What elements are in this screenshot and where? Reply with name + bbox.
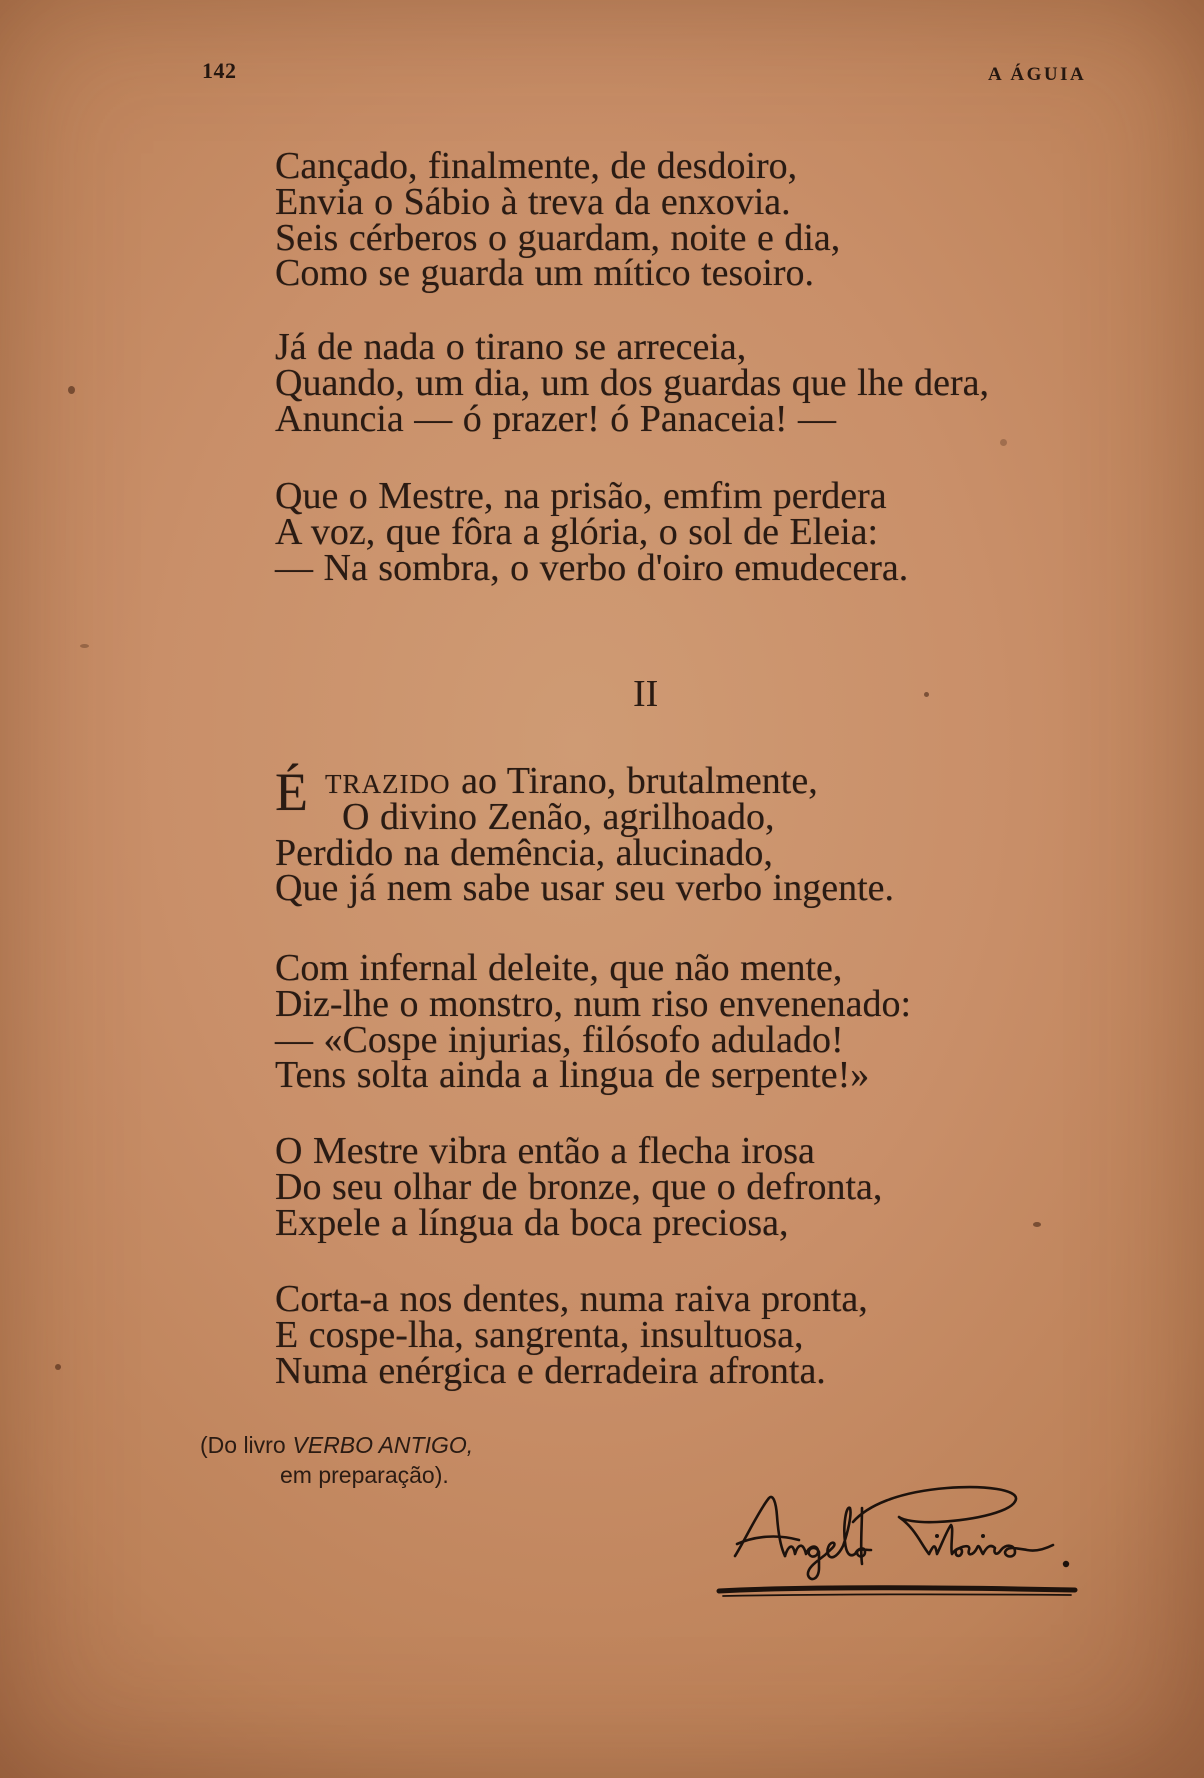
poem-line: Como se guarda um mítico tesoiro. <box>275 252 815 295</box>
opening-small-caps: TRAZIDO <box>325 769 451 799</box>
poem-line: E cospe-lha, sangrenta, insultuosa, <box>275 1313 804 1356</box>
signature-dot <box>935 1534 939 1538</box>
attribution-line <box>200 1430 473 1460</box>
poem-line: Diz-lhe o monstro, num riso envenenado: <box>275 982 912 1025</box>
section-numeral: II <box>633 673 659 715</box>
signature <box>715 1470 1085 1605</box>
paper-speck <box>1033 1222 1041 1227</box>
attribution-closing: em preparação). <box>280 1462 449 1488</box>
signature-stroke <box>735 1497 785 1556</box>
poem-line: Anuncia — ó prazer! ó Panaceia! — <box>275 397 836 440</box>
poem-line: Corta-a nos dentes, numa raiva pronta, <box>275 1278 868 1320</box>
attribution-book-title: VERBO ANTIGO, <box>292 1432 474 1458</box>
stanza <box>275 326 989 440</box>
stanza <box>275 1130 883 1244</box>
poem-line <box>275 760 894 802</box>
poem-line: Numa enérgica e derradeira afronta. <box>275 1349 826 1392</box>
poem-line: Envia o Sábio à treva da enxovia. <box>275 180 791 223</box>
signature-underline <box>719 1588 1075 1591</box>
paper-speck <box>68 386 75 394</box>
poem-line: Expele a língua da boca preciosa, <box>275 1201 789 1244</box>
poem-line: Cançado, finalmente, de desdoiro, <box>275 145 798 187</box>
attribution <box>200 1430 473 1490</box>
poem-line: Que já nem sabe usar seu verbo ingente. <box>275 867 895 910</box>
opening-line-rest: ao Tirano, brutalmente, <box>461 760 818 802</box>
signature-stroke <box>853 1487 1016 1554</box>
attribution-opening: (Do livro <box>200 1432 286 1458</box>
signature-underline-thin <box>723 1594 1071 1596</box>
stanza <box>275 145 841 295</box>
signature-period <box>1063 1561 1069 1567</box>
page-number: 142 <box>202 58 237 83</box>
poem-line: Quando, um dia, um dos guardas que lhe dera, <box>275 361 989 404</box>
stanza <box>275 760 895 910</box>
poem-line: Com infernal deleite, que não mente, <box>275 947 843 989</box>
poem-line: Perdido na demência, alucinado, <box>275 831 773 874</box>
signature-stroke <box>861 1508 862 1564</box>
poem-line: Tens solta ainda a lingua de serpente!» <box>275 1054 870 1097</box>
poem-line: Já de nada o tirano se arreceia, <box>275 326 747 368</box>
poem-line: O Mestre vibra então a flecha irosa <box>275 1130 815 1172</box>
signature-dot <box>981 1534 985 1538</box>
poem-line: Seis cérberos o guardam, noite e dia, <box>275 216 841 259</box>
poem-line: Do seu olhar de bronze, que o defronta, <box>275 1165 883 1208</box>
poem-line: A voz, que fôra a glória, o sol de Eleia: <box>275 510 879 553</box>
poem-line: O divino Zenão, agrilhoado, <box>342 795 775 838</box>
paper-speck <box>55 1364 61 1370</box>
poem-line: — «Cospe injurias, filósofo adulado! <box>275 1018 844 1061</box>
signature-stroke <box>929 1525 1053 1557</box>
poem-line: Que o Mestre, na prisão, emfim perdera <box>275 475 887 517</box>
drop-cap: É <box>275 762 308 822</box>
stanza <box>275 947 912 1097</box>
paper-speck <box>1000 439 1007 446</box>
paper-speck <box>924 692 929 697</box>
paper-speck <box>80 644 89 648</box>
stanza <box>275 475 909 589</box>
stanza <box>275 1278 868 1392</box>
running-head: A ÁGUIA <box>988 64 1087 85</box>
poem-line: — Na sombra, o verbo d'oiro emudecera. <box>275 546 909 589</box>
